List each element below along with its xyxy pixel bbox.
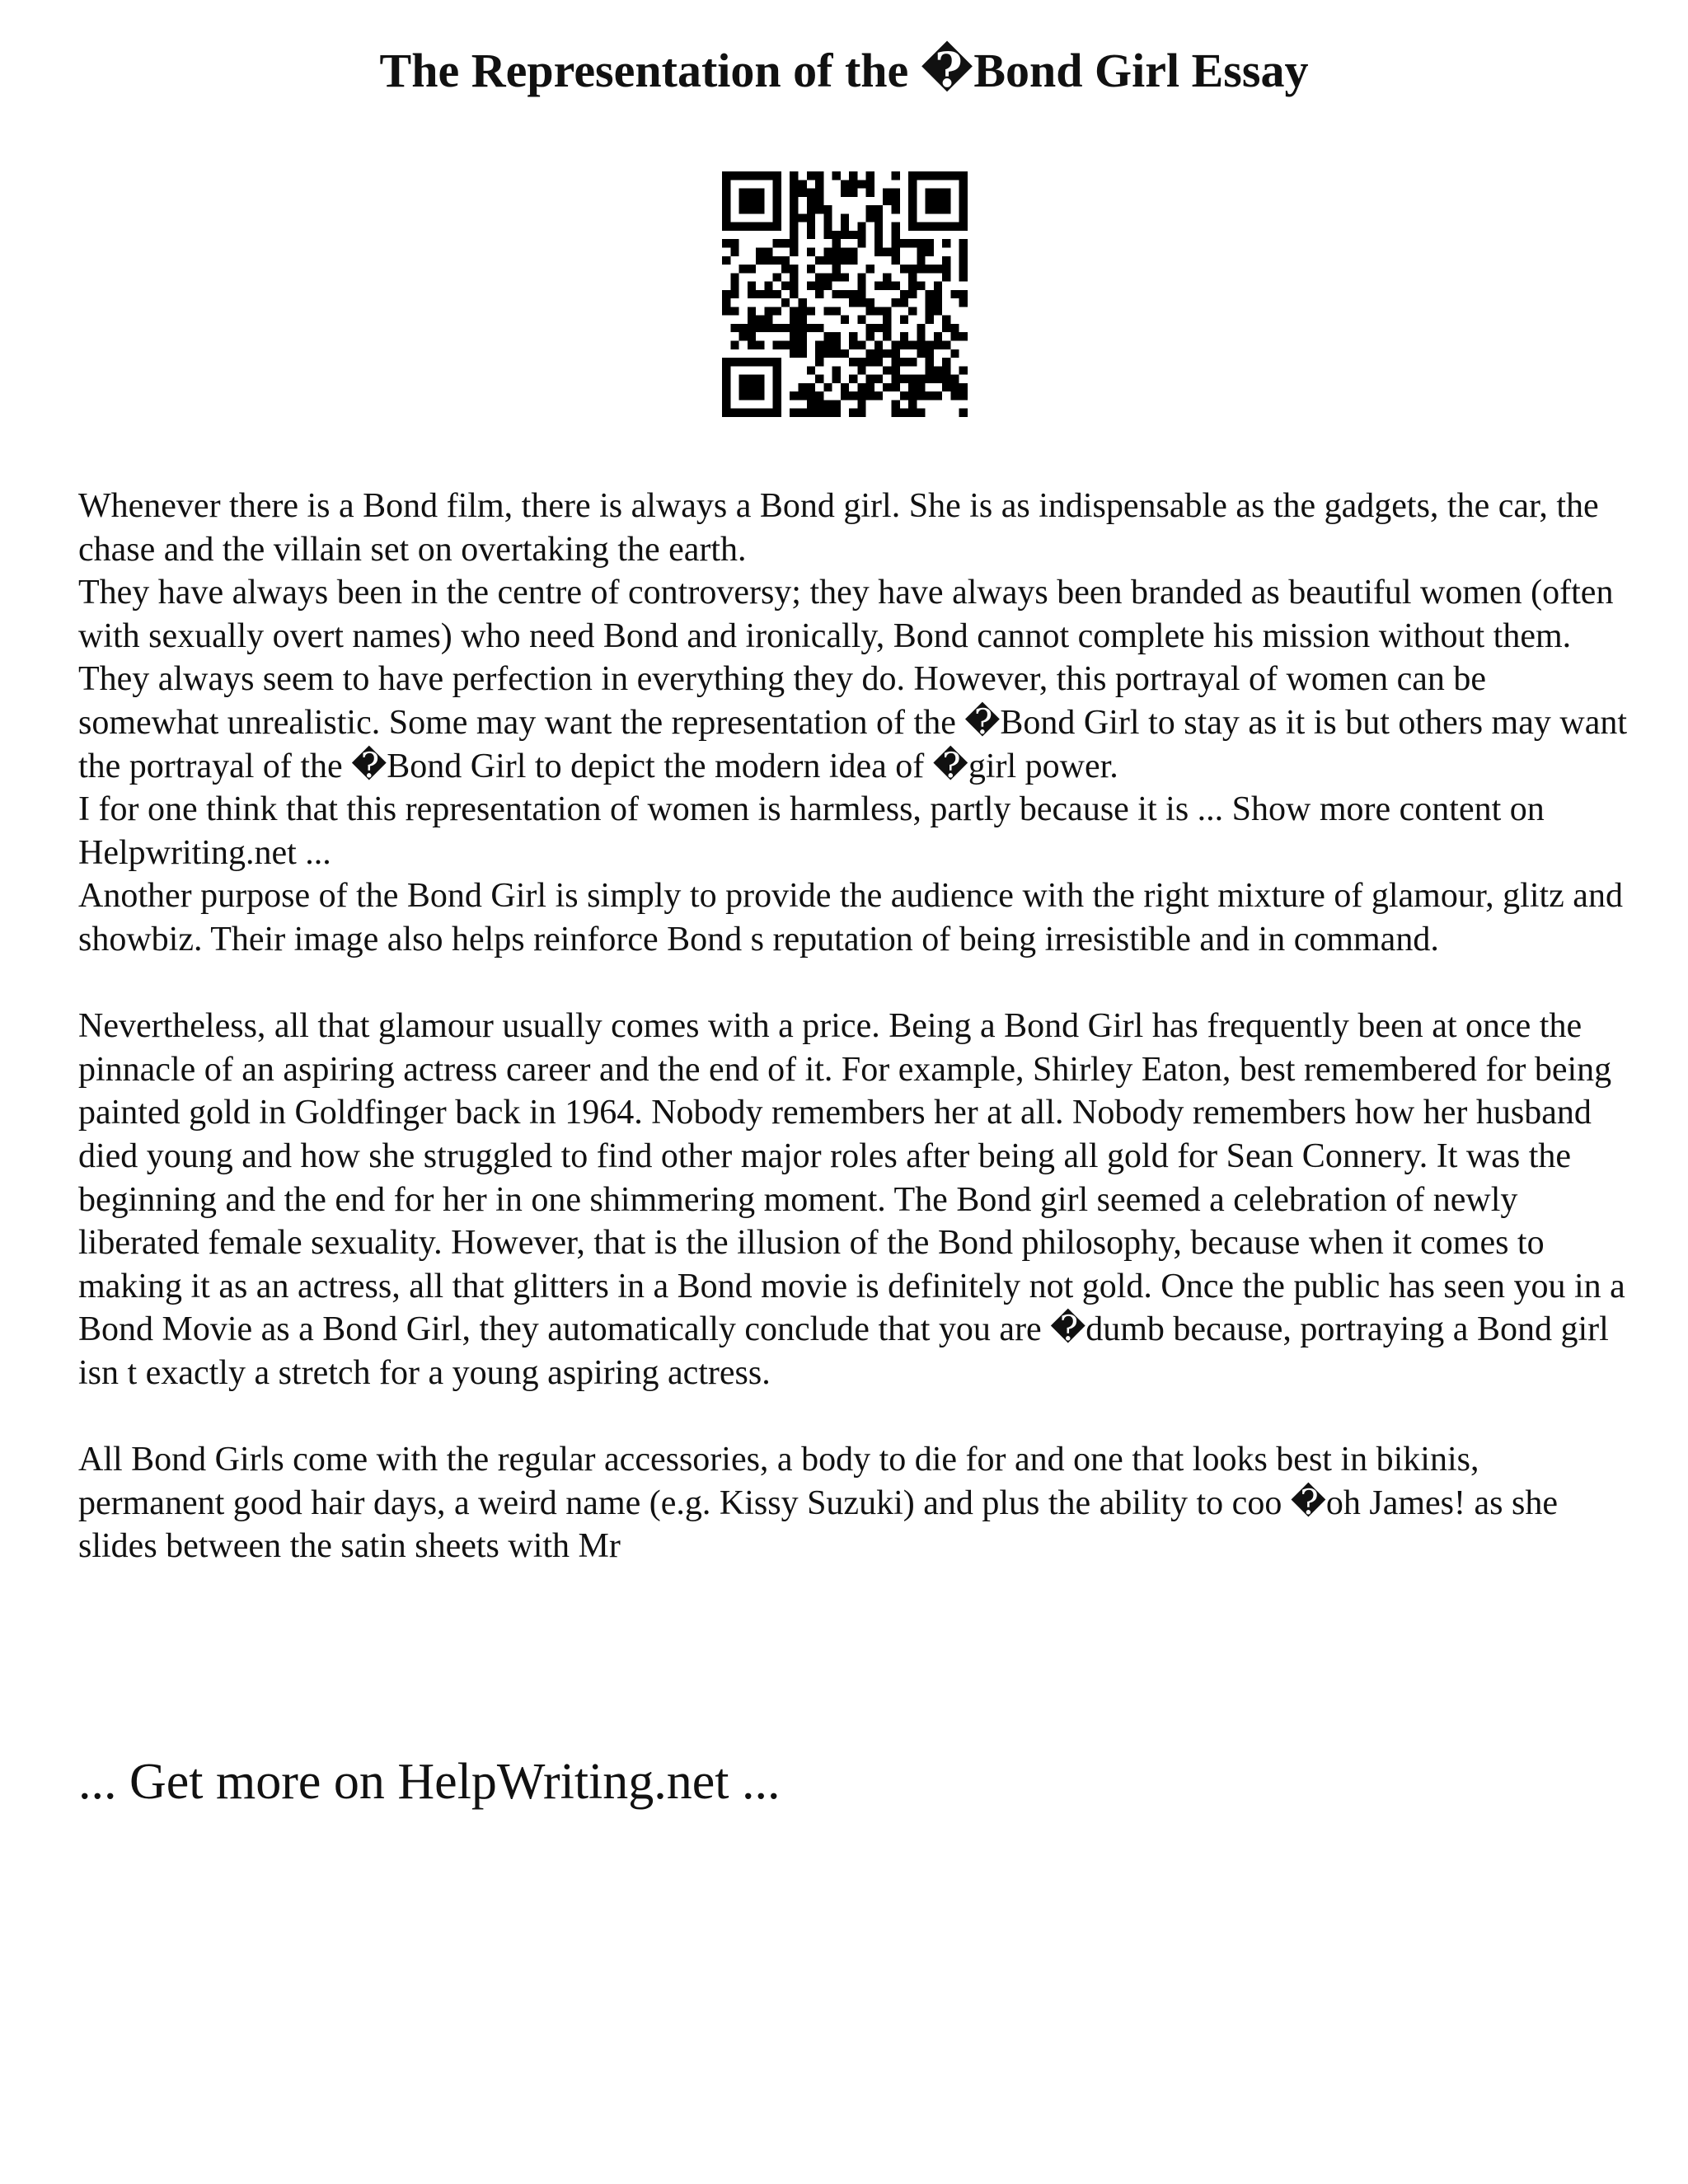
qr-code-icon: [722, 171, 968, 417]
paragraph-spacer: [78, 962, 1628, 1005]
get-more-link[interactable]: ... Get more on HelpWriting.net ...: [78, 1754, 781, 1810]
essay-body: [78, 485, 1628, 1568]
paragraph-controversy: They have always been in the centre of controversy; they have always been branded as beautiful women (often with sexually overt names) who need Bond and ironically, Bond cannot complete his mission without them. They always seem to have perfection in everything they do. However, this portrayal of women can be somewhat unrealistic. Some may want the representation of the �Bond Girl to stay as it is but others may want the portrayal of the �Bond Girl to depict the modern idea of �girl power.: [78, 574, 1628, 785]
paragraph-intro: Whenever there is a Bond film, there is always a Bond girl. She is as indispensable as the gadgets, the car, the chase and the villain set on overtaking the earth.: [78, 487, 1599, 569]
paragraph-spacer: [78, 1394, 1628, 1438]
paragraph-price: Nevertheless, all that glamour usually comes with a price. Being a Bond Girl has frequently been at once the pinnacle of an aspiring actress career and the end of it. For example, Shirley Eaton, best remembered for being painted gold in Goldfinger back in 1964. Nobody remembers her at all. Nobody remembers how her husband died young and how she struggled to find other major roles after being all gold for Sean Connery. It was the beginning and the end for her in one shimmering moment. The Bond girl seemed a celebration of newly liberated female sexuality. However, that is the illusion of the Bond philosophy, because when it comes to making it as an actress, all that glitters in a Bond movie is definitely not gold. Once the public has seen you in a Bond Movie as a Bond Girl, they automatically conclude that you are �dumb because, portraying a Bond girl isn t exactly a stretch for a young aspiring actress.: [78, 1007, 1625, 1392]
paragraph-accessories: All Bond Girls come with the regular accessories, a body to die for and one that looks best in bikinis, permanent good hair days, a weird name (e.g. Kissy Suzuki) and plus the ability to coo �oh James! as she slides between the satin sheets with Mr: [78, 1441, 1558, 1566]
document-title: The Representation of the �Bond Girl Essay: [379, 44, 1309, 97]
paragraph-opinion: I for one think that this representation of women is harmless, partly because it is ... Show more content on Helpwriting.net ...: [78, 790, 1545, 872]
paragraph-purpose: Another purpose of the Bond Girl is simply to provide the audience with the right mixture of glamour, glitz and showbiz. Their image also helps reinforce Bond s reputation of being irresistible and in command.: [78, 877, 1623, 958]
